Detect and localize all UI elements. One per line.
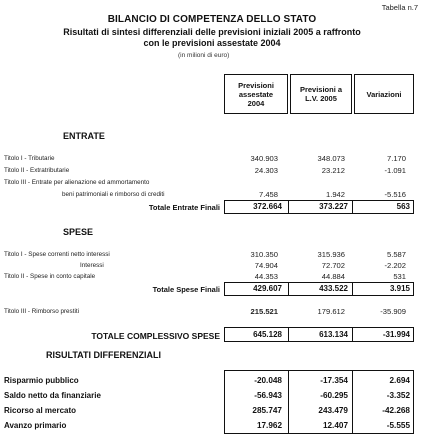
total-previsioni-assestate: 429.607 xyxy=(253,284,282,293)
column-header-line: Previsioni a xyxy=(299,85,343,94)
value-previsioni-lv: 179.612 xyxy=(317,307,345,316)
row-label: Saldo netto da finanziarie xyxy=(4,391,101,400)
value-previsioni-lv: -60.295 xyxy=(320,391,348,400)
column-header-line: Variazioni xyxy=(366,89,402,99)
value-previsioni-lv: 44.884 xyxy=(321,272,345,281)
total-previsioni-assestate: 645.128 xyxy=(253,330,282,339)
total-previsioni-lv: 433.522 xyxy=(319,284,348,293)
column-header-previsioni-lv xyxy=(290,74,352,114)
column-header-line: 2004 xyxy=(247,98,265,108)
column-header-line: Previsioni xyxy=(238,80,274,90)
value-previsioni-assestate: 215.521 xyxy=(250,307,278,316)
value-previsioni-lv: 1.942 xyxy=(325,190,345,199)
value-variazioni: 5.587 xyxy=(386,250,406,259)
value-previsioni-assestate: 17.962 xyxy=(256,421,282,430)
value-previsioni-lv: 348.073 xyxy=(317,154,345,163)
document-subtitle-line-1: Risultati di sintesi differenziali delle previsioni iniziali 2005 a raffronto xyxy=(63,27,361,37)
row-label: beni patrimoniali e rimborso di crediti xyxy=(62,191,165,198)
row-label: Titolo I - Tributarie xyxy=(4,155,55,162)
value-variazioni: 2.694 xyxy=(389,376,410,385)
row-label: Titolo II - Spese in conto capitale xyxy=(4,273,96,280)
total-variazioni: 3.915 xyxy=(389,284,410,293)
value-previsioni-lv: 315.936 xyxy=(317,250,345,259)
section-heading-entrate: ENTRATE xyxy=(63,131,105,141)
value-previsioni-lv: 12.407 xyxy=(322,421,348,430)
total-variazioni: 563 xyxy=(396,202,410,211)
row-label: Titolo III - Rimborso prestiti xyxy=(4,308,79,315)
total-previsioni-lv: 613.134 xyxy=(319,330,348,339)
value-variazioni: 7.170 xyxy=(386,154,406,163)
value-variazioni: -35.909 xyxy=(380,307,406,316)
value-previsioni-assestate: 7.458 xyxy=(258,190,278,199)
row-label: Risparmio pubblico xyxy=(4,376,79,385)
document-subtitle-line-2: con le previsioni assestate 2004 xyxy=(143,38,281,48)
value-variazioni: -3.352 xyxy=(386,391,410,400)
value-previsioni-assestate: 310.350 xyxy=(250,250,278,259)
column-header-previsioni-assestate xyxy=(224,74,288,114)
value-previsioni-assestate: -20.048 xyxy=(254,376,282,385)
column-header-line: assestate xyxy=(238,89,274,99)
value-variazioni: -2.202 xyxy=(384,261,406,270)
section-heading-spese: SPESE xyxy=(63,227,94,237)
value-previsioni-assestate: 44.353 xyxy=(254,272,278,281)
value-previsioni-lv: -17.354 xyxy=(320,376,348,385)
value-previsioni-lv: 243.479 xyxy=(318,406,348,415)
total-previsioni-assestate: 372.664 xyxy=(253,202,282,211)
table-number: Tabella n.7 xyxy=(381,3,418,12)
value-variazioni: -5.555 xyxy=(386,421,410,430)
value-previsioni-assestate: 74.904 xyxy=(254,261,278,270)
value-previsioni-assestate: -56.943 xyxy=(254,391,282,400)
value-previsioni-assestate: 340.903 xyxy=(250,154,278,163)
value-variazioni: -1.091 xyxy=(384,166,406,175)
value-previsioni-lv: 72.702 xyxy=(321,261,345,270)
row-label: Titolo III - Entrate per alienazione ed ammortamento xyxy=(4,179,150,186)
column-header-line: L.V. 2005 xyxy=(305,94,337,103)
value-previsioni-assestate: 24.303 xyxy=(254,166,278,175)
row-label: Interessi xyxy=(80,262,104,269)
total-previsioni-lv: 373.227 xyxy=(319,202,348,211)
total-label: Totale Spese Finali xyxy=(152,285,220,294)
row-label: Titolo I - Spese correnti netto interessi xyxy=(4,251,110,258)
value-variazioni: 531 xyxy=(393,272,406,281)
value-previsioni-lv: 23.212 xyxy=(321,166,345,175)
row-label: Ricorso al mercato xyxy=(4,406,77,415)
value-variazioni: -42.268 xyxy=(382,406,410,415)
total-variazioni: -31.994 xyxy=(382,330,410,339)
value-variazioni: -5.516 xyxy=(384,190,406,199)
total-label: TOTALE COMPLESSIVO SPESE xyxy=(91,331,220,341)
section-heading-risultati: RISULTATI DIFFERENZIALI xyxy=(46,350,161,360)
column-header-variazioni xyxy=(354,74,414,114)
total-label: Totale Entrate Finali xyxy=(148,203,220,212)
document-title: BILANCIO DI COMPETENZA DELLO STATO xyxy=(107,14,317,25)
value-previsioni-assestate: 285.747 xyxy=(252,406,282,415)
row-label: Titolo II - Extratributarie xyxy=(4,167,70,174)
row-label: Avanzo primario xyxy=(4,421,67,430)
unit-note: (in milioni di euro) xyxy=(178,52,230,59)
